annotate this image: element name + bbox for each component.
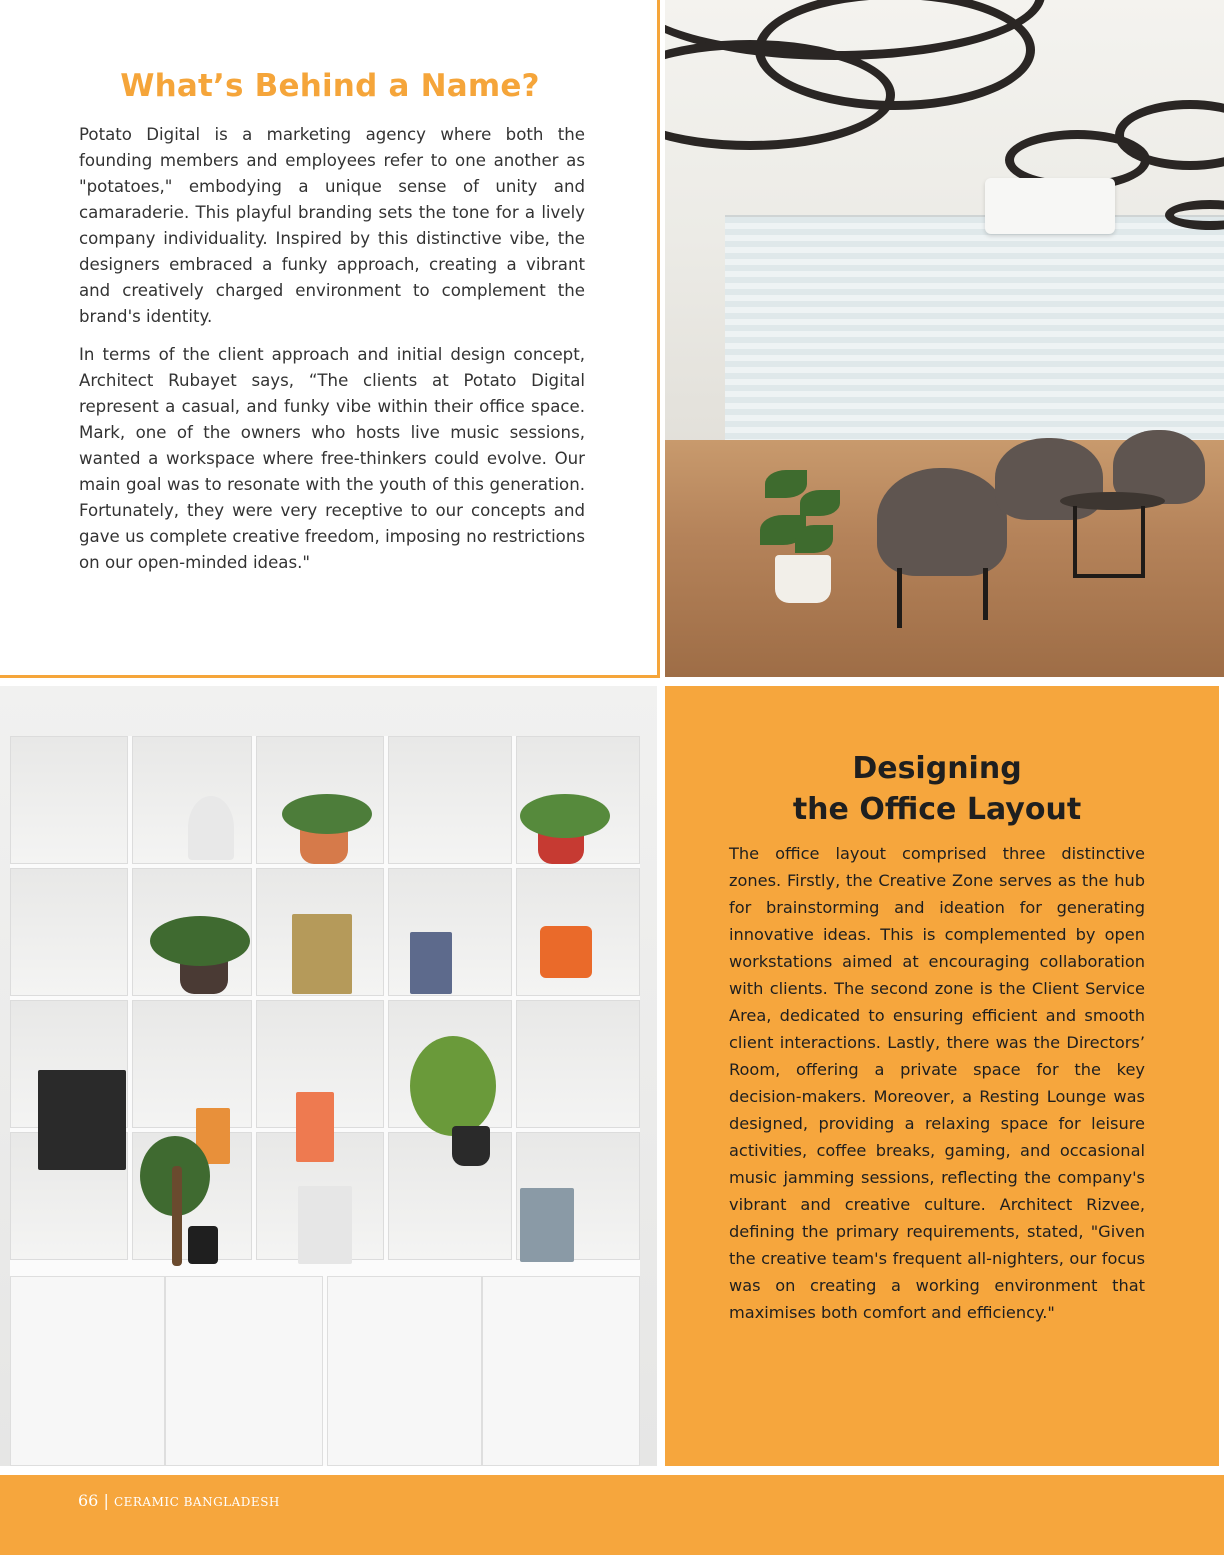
shelf-cube	[132, 1000, 252, 1128]
book	[298, 1186, 352, 1264]
title-line-2: the Office Layout	[792, 792, 1082, 827]
plant-leaves	[520, 794, 610, 838]
table-base	[1073, 506, 1145, 578]
plant-pot	[775, 555, 831, 603]
section-body-behind-name	[79, 122, 585, 588]
plant-leaves	[282, 794, 372, 834]
paragraph-2: In terms of the client approach and initial design concept, Architect Rubayet says, “The clients at Potato Digital represent a casual, and funky vibe within their office space. Mark, one of the owners who hosts live music sessions, wanted a workspace where free-thinkers could evolve. Our main goal was to resonate with the youth of this generation. Fortunately, they were very receptive to our concepts and gave us complete creative freedom, imposing no restrictions on our open-minded ideas."	[79, 345, 585, 572]
book	[292, 914, 352, 994]
page-number: 66	[78, 1491, 99, 1510]
publication-name: CERAMIC BANGLADESH	[113, 1495, 280, 1509]
page-footer	[0, 1475, 1224, 1555]
section-behind-name	[0, 0, 660, 678]
plant-pot	[452, 1126, 490, 1166]
cabinet-door	[482, 1276, 640, 1466]
folio	[78, 1491, 280, 1510]
cabinet-door	[10, 1276, 165, 1466]
air-conditioner	[985, 178, 1115, 234]
plant-leaf	[795, 525, 833, 553]
armchair	[877, 468, 1007, 576]
plant-leaf	[765, 470, 807, 498]
plant-pot	[188, 1226, 218, 1264]
framed-certificate	[38, 1070, 126, 1170]
paragraph-1: Potato Digital is a marketing agency where both the founding members and employees refer to one another as "potatoes," embodying a unique sense of unity and camaraderie. This playful branding sets the tone for a lively company individuality. Inspired by this distinctive vibe, the designers embraced a funky approach, creating a vibrant and creatively charged environment to complement the brand's identity.	[79, 125, 585, 326]
shelf-cube	[388, 1132, 512, 1260]
section-title-behind-name: What’s Behind a Name?	[120, 68, 540, 104]
book	[520, 1188, 574, 1262]
title-line-1: Designing	[852, 751, 1022, 786]
plant-leaf	[800, 490, 840, 516]
shelving-photo	[0, 686, 657, 1466]
shelf-cube	[10, 736, 128, 864]
section-office-layout	[665, 686, 1219, 1466]
chair-leg	[983, 568, 988, 620]
book	[296, 1092, 334, 1162]
plant-stake	[172, 1166, 182, 1266]
folio-separator: |	[103, 1491, 109, 1510]
lounge-photo	[665, 0, 1224, 677]
cabinet-door	[165, 1276, 323, 1466]
section-title-office-layout	[665, 748, 1209, 830]
plant-leaves	[150, 916, 250, 966]
plant-leaves	[410, 1036, 496, 1136]
section-body-office-layout: The office layout comprised three distinctive zones. Firstly, the Creative Zone serves as the hub for brainstorming and ideation for generating innovative ideas. This is complemented by open workstations aimed at encouraging collaboration with clients. The second zone is the Client Service Area, dedicated to ensuring efficient and smooth client interactions. Lastly, there was the Directors’ Room, offering a private space for the key decision-makers. Moreover, a Resting Lounge was designed, providing a relaxing space for leisure activities, coffee breaks, gaming, and occasional music jamming sessions, reflecting the company's vibrant and creative culture. Architect Rizvee, defining the primary requirements, stated, "Given the creative team's frequent all-nighters, our focus was on creating a working environment that maximises both comfort and efficiency."	[729, 844, 1145, 1322]
cabinet-door	[327, 1276, 482, 1466]
book	[410, 932, 452, 994]
shelf-cube	[516, 1000, 640, 1128]
cone-sculpture	[188, 796, 234, 860]
shelf-unit	[10, 736, 640, 1466]
award-trophy	[540, 926, 592, 978]
shelf-cube	[10, 868, 128, 996]
chair-leg	[897, 568, 902, 628]
shelf-cube	[388, 736, 512, 864]
